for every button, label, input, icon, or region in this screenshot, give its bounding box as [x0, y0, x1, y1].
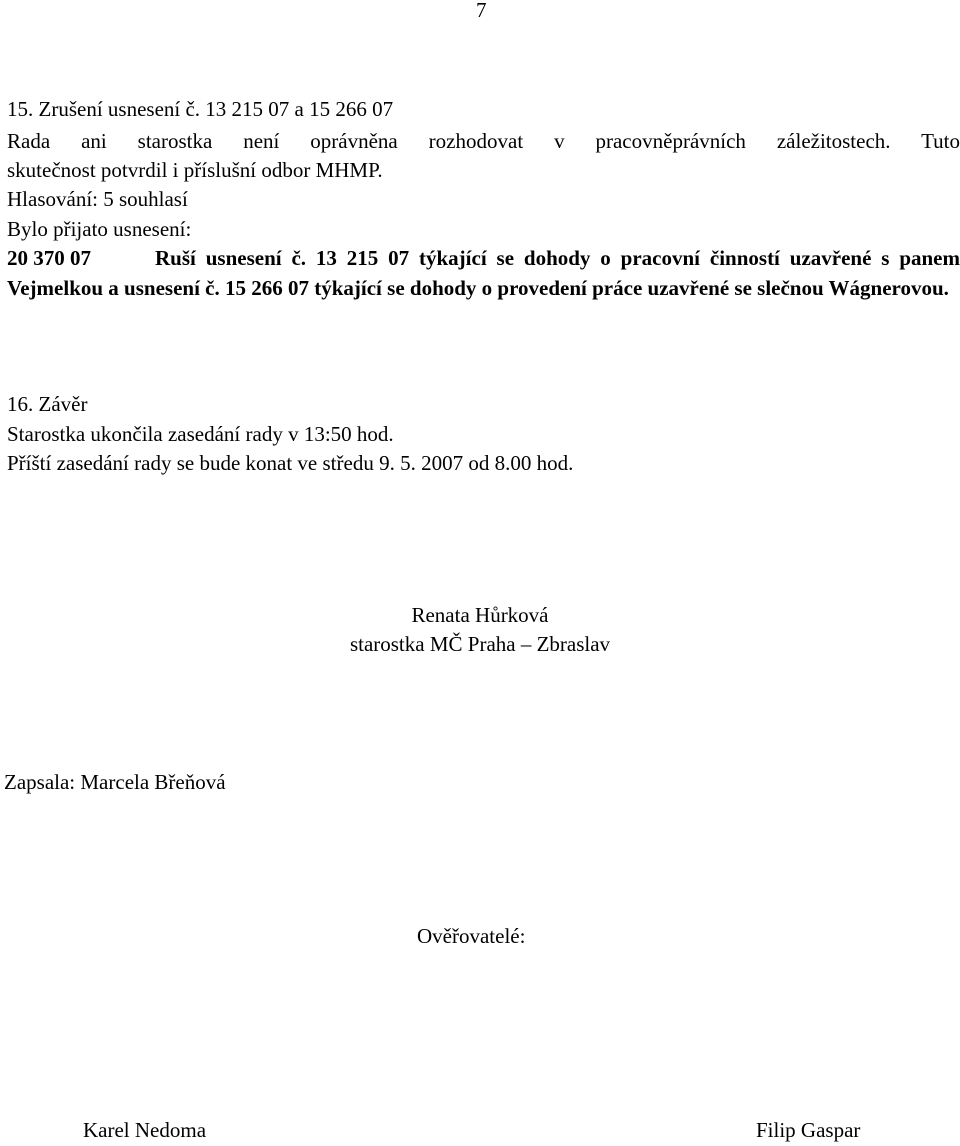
verifiers-label: Ověřovatelé:	[417, 924, 526, 948]
mayor-name: Renata Hůrková	[411, 603, 549, 627]
adopted-label: Bylo přijato usnesení:	[7, 217, 192, 241]
body-text-line: skutečnost potvrdil i příslušní odbor MHMP.	[7, 158, 383, 182]
verifier-name: Filip Gaspar	[756, 1118, 861, 1142]
resolution	[7, 243, 960, 303]
section-heading: 16. Závěr	[7, 392, 88, 416]
closing-statement: Starostka ukončila zasedání rady v 13:50 hod.	[7, 422, 394, 446]
resolution-number: 20 370 07	[7, 246, 91, 270]
body-text-line: Rada ani starostka není oprávněna rozhodovat v pracovněprávních záležitostech. Tuto	[7, 129, 960, 153]
mayor-title: starostka MČ Praha – Zbraslav	[349, 632, 611, 656]
verifier-name: Karel Nedoma	[83, 1118, 207, 1142]
next-meeting-statement: Příští zasedání rady se bude konat ve středu 9. 5. 2007 od 8.00 hod.	[7, 451, 574, 475]
resolution-text: Ruší usnesení č. 13 215 07 týkající se dohody o pracovní činností uzavřené s panem Vejmelkou a usnesení č. 15 266 07 týkající se dohody o provedení práce uzavřené se slečnou Wágnerovou.	[7, 246, 960, 300]
page-number: 7	[476, 0, 487, 22]
section-heading: 15. Zrušení usnesení č. 13 215 07 a 15 266 07	[7, 97, 394, 121]
vote-result: Hlasování: 5 souhlasí	[7, 187, 188, 211]
recorded-by: Zapsala: Marcela Břeňová	[4, 770, 226, 794]
